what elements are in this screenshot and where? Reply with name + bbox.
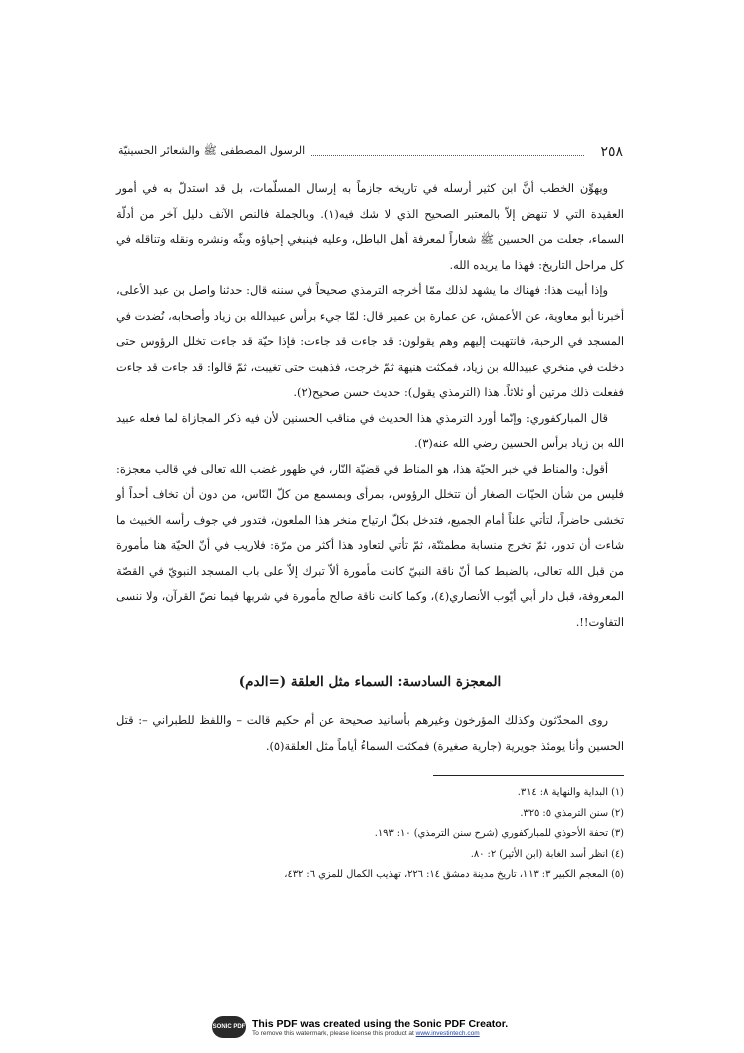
sonic-pdf-logo-icon (212, 1016, 246, 1038)
page-number: ٢٥٨ (600, 144, 623, 160)
running-title: الرسول المصطفى ﷺ والشعائر الحسينيّة (118, 144, 306, 157)
footnote: (٥) المعجم الكبير ٣: ١١٣، تاريخ مدينة دمشق ١٤: ٢٢٦، تهذيب الكمال للمزي ٦: ٤٣٢، (284, 869, 624, 880)
footnotes (116, 783, 624, 886)
logo-text: SONIC PDF (212, 1024, 246, 1030)
paragraph: ويهوِّن الخطب أنَّ ابن كثير أرسله في تاريخه جازماً به إرسال المسلّمات، بل قد استدلّ به في أمور العقيدة التي لا تنهض إلاّ بالمعتبر الصحيح الذي لا شك فيه(١). وبالجملة فالنص الآنف دليل آخر من أدلّة السماء، جعلت من الحسين ﷺ شعاراً لمعرفة أهل الباطل، وعليه فينبغي إحياؤه وبثّه ونشره ونقله وتناقله في كل مراحل التاريخ: فهذا ما يريده الله. (116, 181, 624, 272)
header-dotted-leader (311, 155, 584, 156)
footnote: (٤) انظر أسد الغابة (ابن الأثير) ٢: ٨٠. (470, 848, 624, 860)
running-header (118, 140, 623, 164)
watermark-license-text: To remove this watermark, please license this product at (252, 1029, 414, 1037)
paragraph: قال المباركفوري: وإنّما أورد الترمذي هذا الحديث في مناقب الحسنين لأن فيه ذكر المجازاة لما فعله عبيد الله بن زياد برأس الحسين رضي الله عنه(٣). (116, 410, 624, 450)
footnote: (٣) تحفة الأحوذي للمباركفوري (شرح سنن الترمذي) ١٠: ١٩٣. (374, 828, 624, 839)
footnote: (٢) سنن الترمذي ٥: ٣٢٥. (520, 807, 624, 819)
watermark-sub-text (252, 1030, 508, 1037)
section-text (116, 708, 624, 759)
paragraph: أقول: والمناط في خبر الحيّة هذا، هو المناط في قضيّة النّار، في ظهور غضب الله تعالى في قالب معجزة: فليس من شأن الحيّات الصغار أن تتخلل الرؤوس، بمرأى وبمسمع من كلّ النّاس، من دون أن تخاف أحداً أو تخشى حاضراً، لتأتي علناً أمام الجميع، فتدخل بكلّ ارتياح منخر هذا الملعون، فتدور في جوف رأسه الخبيث ما شاءت أن تدور، ثمّ تخرج منسابة مطمئنّة، ثمّ تأتي لتعاود هذا أكثر من مرّة: فلاريب في أنّ الحيّة هنا مأمورة من قبل الله تعالى، بالضبط كما أنّ ناقة النبيّ كانت مأمورة ألاّ تبرك إلاّ على باب المسجد النبويّ في القصّة المعروفة، قبل دار أبي أيّوب الأنصاري(٤)، وكما كانت ناقة صالح مأمورة في شربها فيما نصّ القرآن، ولا ننسى التفاوت!!. (116, 461, 624, 629)
pdf-watermark (212, 1012, 542, 1042)
watermark-text (252, 1018, 508, 1037)
paragraph: وإذا أبيت هذا: فهناك ما يشهد لذلك ممّا أخرجه الترمذي صحيحاً في سننه قال: حدثنا واصل بن عبد الأعلى، أخبرنا أبو معاوية، عن الأعمش، عن عمارة بن عمير قال: لمّا جيء برأس عبيدالله بن زياد وأصحابه، نُضدت في المسجد في الرحبة، فانتهيت إليهم وهم يقولون: قد جاءت قد جاءت: فإذا حيّة قد جاءت تخلل الرؤوس حتى دخلت في منخري عبيدالله بن زياد، فمكثت هنيهة ثمّ خرجت، فذهبت حتى تغيبت، ثمّ قالوا: قد جاءت قد جاءت ففعلت ذلك مرتين أو ثلاثاً. هذا (الترمذي يقول): حديث حسن صحيح(٢). (116, 283, 624, 399)
watermark-link[interactable]: www.investintech.com (415, 1029, 480, 1037)
paragraph: روى المحدّثون وكذلك المؤرخون وغيرهم بأسانيد صحيحة عن أم حكيم قالت – واللفظ للطبراني –: قتل الحسين وأنا يومئذ جويرية (جارية صغيرة) فمكثت السماءُ أياماً مثل العلقة(٥). (116, 713, 624, 753)
watermark-main-text: This PDF was created using the Sonic PDF Creator. (252, 1017, 509, 1030)
footnote-separator (433, 775, 624, 776)
footnote: (١) البداية والنهاية ٨: ٣١٤. (517, 787, 624, 798)
section-heading: المعجزة السادسة: السماء مثل العلقة (=الدم) (238, 674, 502, 690)
main-text (116, 176, 624, 635)
